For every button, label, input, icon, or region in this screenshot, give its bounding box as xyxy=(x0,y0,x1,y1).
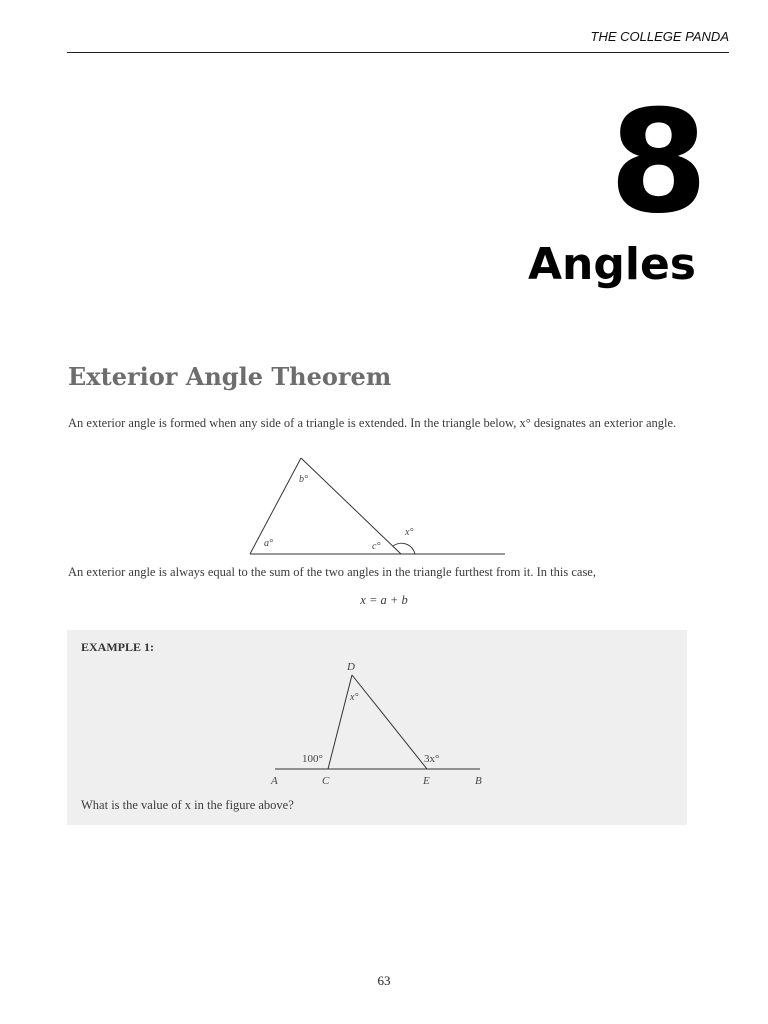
point-label-c: C xyxy=(322,775,330,787)
angle-label-3x: 3x° xyxy=(424,753,440,765)
example-title: EXAMPLE 1: xyxy=(81,640,154,654)
rule-paragraph: An exterior angle is always equal to the sum of the two angles in the triangle furthest from it. In this case, xyxy=(68,565,596,579)
chapter-title: Angles xyxy=(528,239,696,290)
angle-label-c: c° xyxy=(372,541,381,552)
point-label-a: A xyxy=(271,775,278,787)
point-label-b: B xyxy=(475,775,482,787)
example-side-de xyxy=(352,675,427,769)
angle-label-100: 100° xyxy=(302,753,323,765)
angle-label-x: x° xyxy=(350,692,359,703)
intro-paragraph: An exterior angle is formed when any side of a triangle is extended. In the triangle below, x° designates an exterior angle. xyxy=(68,416,677,430)
point-label-d: D xyxy=(347,661,355,673)
triangle-side-right xyxy=(301,458,401,554)
point-label-e: E xyxy=(423,775,430,787)
example-side-cd xyxy=(328,675,352,769)
section-heading: Exterior Angle Theorem xyxy=(68,362,392,391)
header-rule xyxy=(67,52,729,53)
equation: x = a + b xyxy=(360,593,408,607)
example-figure xyxy=(265,655,495,790)
exterior-angle-arc xyxy=(393,543,415,554)
page-number: 63 xyxy=(377,973,391,988)
angle-label-b: b° xyxy=(299,474,308,485)
running-header: THE COLLEGE PANDA xyxy=(590,29,729,44)
angle-label-x: x° xyxy=(405,527,414,538)
example-question: What is the value of x in the figure above? xyxy=(81,798,294,812)
exterior-angle-figure xyxy=(240,450,520,562)
chapter-number: 8 xyxy=(609,80,708,245)
angle-label-a: a° xyxy=(264,538,273,549)
triangle-side-left xyxy=(250,458,301,554)
